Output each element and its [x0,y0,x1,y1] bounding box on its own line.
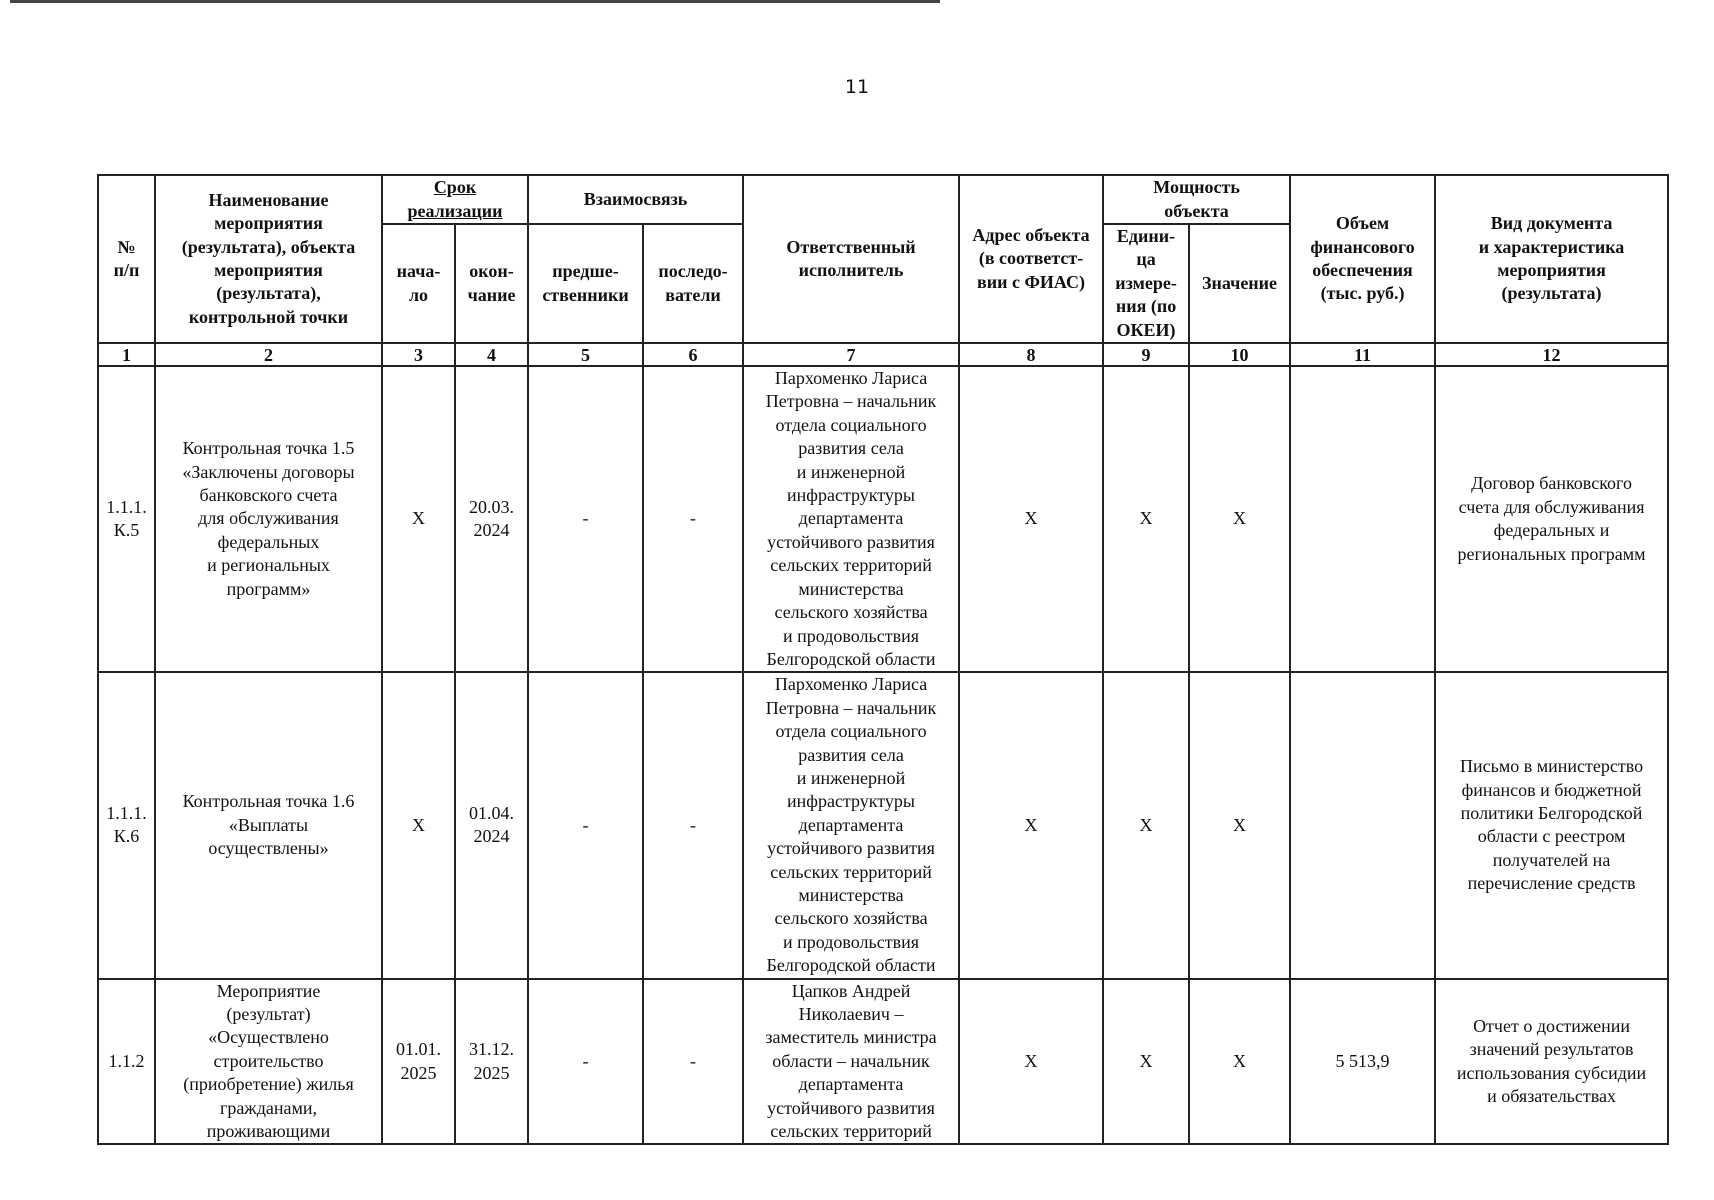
row-address: X [959,672,1103,978]
row-document: Отчет о достижении значений результатов использования субсидии и обязательствах [1435,979,1668,1145]
header-start: нача- ло [382,224,455,343]
header-term-group-label: Срок реализации [407,177,503,221]
row-name: Контрольная точка 1.5 «Заключены договоры банковского счета для обслуживания федеральных и региональных программ» [155,366,382,672]
col-number: 6 [643,343,743,366]
row-successors: - [643,979,743,1145]
row-start: 01.01. 2025 [382,979,455,1145]
col-number: 3 [382,343,455,366]
table-row [98,672,1668,978]
row-end: 20.03. 2024 [455,366,528,672]
header-address: Адрес объекта (в соответст- вии с ФИАС) [959,175,1103,343]
row-unit: X [1103,366,1189,672]
row-responsible: Цапков Андрей Николаевич – заместитель министра области – начальник департамента устойчивого развития сельских территорий [743,979,959,1145]
col-number: 1 [98,343,155,366]
row-document: Договор банковского счета для обслуживания федеральных и региональных программ [1435,366,1668,672]
header-value: Значение [1189,224,1290,343]
col-number: 10 [1189,343,1290,366]
row-num: 1.1.1. К.5 [98,366,155,672]
activities-table [97,174,1669,1145]
row-start: X [382,366,455,672]
row-num: 1.1.2 [98,979,155,1145]
col-number: 7 [743,343,959,366]
row-finance [1290,672,1435,978]
row-unit: X [1103,672,1189,978]
row-value: X [1189,366,1290,672]
row-responsible: Пархоменко Лариса Петровна – начальник отдела социального развития села и инженерной инфраструктуры департамента устойчивого развития сельских территорий министерства сельского хозяйства и продовольствия Белгородской области [743,672,959,978]
column-number-row [98,343,1668,366]
header-num: № п/п [98,175,155,343]
col-number: 12 [1435,343,1668,366]
row-unit: X [1103,979,1189,1145]
header-successors: последо- ватели [643,224,743,343]
row-name: Мероприятие (результат) «Осуществлено строительство (приобретение) жилья гражданами, проживающими [155,979,382,1145]
header-finance: Объем финансового обеспечения (тыс. руб.) [1290,175,1435,343]
header-responsible: Ответственный исполнитель [743,175,959,343]
row-predecessors: - [528,366,643,672]
page-number: 11 [844,76,870,98]
col-number: 5 [528,343,643,366]
header-unit: Едини- ца измере- ния (по ОКЕИ) [1103,224,1189,343]
row-address: X [959,366,1103,672]
header-row-1 [98,175,1668,224]
row-value: X [1189,979,1290,1145]
header-predecessors: предше- ственники [528,224,643,343]
header-end: окон- чание [455,224,528,343]
row-responsible: Пархоменко Лариса Петровна – начальник отдела социального развития села и инженерной инфраструктуры департамента устойчивого развития сельских территорий министерства сельского хозяйства и продовольствия Белгородской области [743,366,959,672]
header-document: Вид документа и характеристика мероприятия (результата) [1435,175,1668,343]
row-successors: - [643,366,743,672]
row-name: Контрольная точка 1.6 «Выплаты осуществлены» [155,672,382,978]
header-capacity-group: Мощность объекта [1103,175,1290,224]
row-address: X [959,979,1103,1145]
row-end: 31.12. 2025 [455,979,528,1145]
col-number: 11 [1290,343,1435,366]
row-predecessors: - [528,672,643,978]
row-end: 01.04. 2024 [455,672,528,978]
header-name: Наименование мероприятия (результата), объекта мероприятия (результата), контрольной точки [155,175,382,343]
row-finance [1290,366,1435,672]
col-number: 2 [155,343,382,366]
table-row [98,979,1668,1145]
header-term-group [382,175,528,224]
col-number: 4 [455,343,528,366]
col-number: 8 [959,343,1103,366]
row-predecessors: - [528,979,643,1145]
row-successors: - [643,672,743,978]
row-value: X [1189,672,1290,978]
row-finance: 5 513,9 [1290,979,1435,1145]
scan-edge-line [10,0,940,3]
row-document: Письмо в министерство финансов и бюджетной политики Белгородской области с реестром получателей на перечисление средств [1435,672,1668,978]
table-row [98,366,1668,672]
header-link-group: Взаимосвязь [528,175,743,224]
col-number: 9 [1103,343,1189,366]
row-start: X [382,672,455,978]
row-num: 1.1.1. К.6 [98,672,155,978]
